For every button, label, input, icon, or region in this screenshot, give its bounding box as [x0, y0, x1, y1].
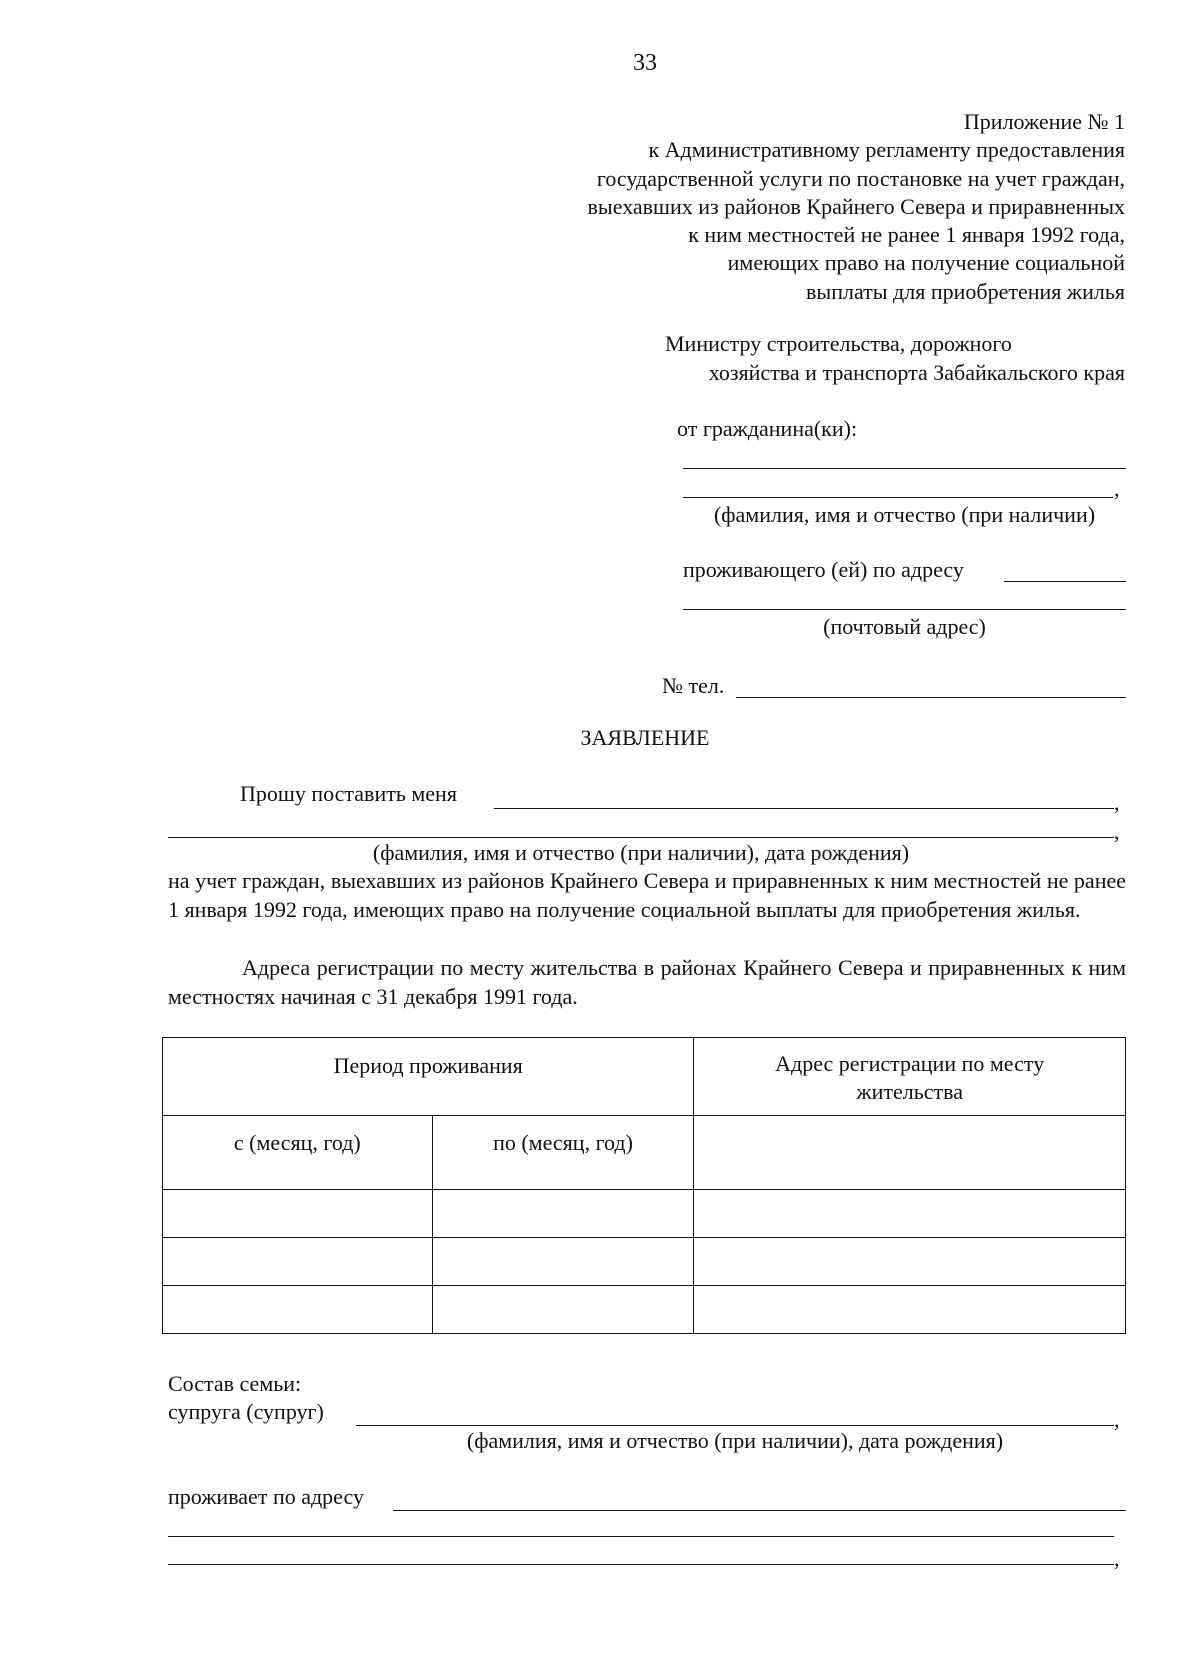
residence-caption: (почтовый адрес): [823, 614, 986, 639]
to-header: по (месяц, год): [432, 1116, 694, 1190]
phone-label: № тел.: [662, 673, 725, 698]
appendix-line: выплаты для приобретения жилья: [806, 278, 1125, 304]
comma: ,: [1114, 1546, 1120, 1571]
applicant-name-caption: (фамилия, имя и отчество (при наличии): [713, 502, 1096, 527]
address-cell[interactable]: [694, 1116, 1126, 1190]
appendix-line: к ним местностей не ранее 1 января 1992 года,: [688, 222, 1125, 248]
statement-title: ЗАЯВЛЕНИЕ: [580, 725, 710, 750]
comma: ,: [1114, 1407, 1120, 1432]
spouse-address-line[interactable]: [393, 1510, 1126, 1511]
residence-line[interactable]: [683, 609, 1126, 610]
from-label: от гражданина(ки):: [677, 416, 858, 441]
applicant-name-line[interactable]: [683, 468, 1126, 469]
appendix-header: [365, 108, 1125, 306]
addresses-intro: Адреса регистрации по месту жительства в районах Крайнего Севера и приравненных к ним местностях начиная с 31 декабря 1991 года.: [168, 955, 1126, 1009]
from-cell[interactable]: [163, 1190, 433, 1238]
page-number: 33: [633, 50, 657, 76]
appendix-line: к Административному регламенту предоставления: [648, 137, 1125, 163]
appendix-line: Приложение № 1: [963, 109, 1125, 134]
comma: ,: [1114, 819, 1120, 844]
from-cell[interactable]: [163, 1238, 433, 1286]
comma: ,: [1114, 790, 1120, 815]
to-cell[interactable]: [432, 1286, 694, 1334]
request-name-caption: (фамилия, имя и отчество (при наличии), дата рождения): [372, 840, 910, 865]
from-header: с (месяц, год): [163, 1116, 433, 1190]
to-cell[interactable]: [432, 1238, 694, 1286]
appendix-line: выехавших из районов Крайнего Севера и приравненных: [587, 193, 1125, 219]
comma: ,: [1114, 476, 1120, 501]
address-header: Адрес регистрации по месту жительства: [694, 1038, 1126, 1116]
phone-line[interactable]: [736, 697, 1126, 698]
from-cell[interactable]: [163, 1286, 433, 1334]
request-name-line[interactable]: [494, 808, 1114, 809]
residence-label: проживающего (ей) по адресу: [683, 557, 964, 582]
residence-line[interactable]: [1004, 581, 1126, 582]
to-cell[interactable]: [432, 1190, 694, 1238]
applicant-name-line[interactable]: [683, 497, 1113, 498]
appendix-line: имеющих право на получение социальной: [727, 250, 1125, 276]
appendix-line: государственной услуги по постановке на учет граждан,: [596, 165, 1125, 191]
addressee-line: хозяйства и транспорта Забайкальского края: [708, 360, 1125, 385]
spouse-address-line[interactable]: [168, 1536, 1114, 1537]
spouse-address-line[interactable]: [168, 1564, 1114, 1565]
statement-body: на учет граждан, выехавших из районов Крайнего Севера и приравненных к ним местностей не ранее 1 января 1992 года, имеющих право на получение социальной выплаты для приобретения жилья.: [168, 868, 1126, 922]
registration-table: [162, 1037, 1126, 1334]
spouse-address-label: проживает по адресу: [168, 1484, 364, 1509]
address-cell[interactable]: [694, 1190, 1126, 1238]
address-cell[interactable]: [694, 1238, 1126, 1286]
period-header: Период проживания: [163, 1038, 694, 1116]
spouse-name-caption: (фамилия, имя и отчество (при наличии), дата рождения): [466, 1428, 1004, 1453]
addressee-line: Министру строительства, дорожного: [665, 331, 1012, 356]
request-label: Прошу поставить меня: [240, 781, 457, 806]
request-name-line[interactable]: [168, 837, 1114, 838]
address-cell[interactable]: [694, 1286, 1126, 1334]
spouse-name-line[interactable]: [356, 1425, 1114, 1426]
family-title: Состав семьи:: [168, 1371, 302, 1396]
spouse-label: супруга (супруг): [168, 1399, 324, 1424]
